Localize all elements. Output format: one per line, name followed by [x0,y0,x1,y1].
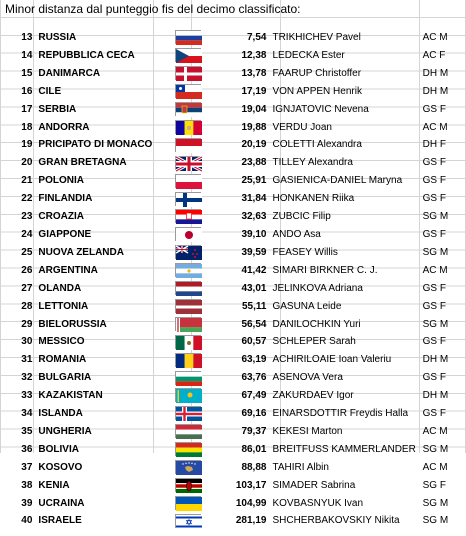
country-cell[interactable]: CILE [38,85,62,97]
category-cell[interactable]: GS F [422,300,446,312]
country-cell[interactable]: GRAN BRETAGNA [38,157,127,169]
table-row [0,190,466,208]
points-cell[interactable]: 88,88 [241,461,267,473]
flag-cell[interactable] [167,190,208,208]
points-cell[interactable]: 41,42 [241,264,267,276]
points-cell[interactable]: 67,49 [241,390,267,402]
rank-cell[interactable]: 27 [21,282,33,294]
athlete-name-cell[interactable]: LEDECKA Ester [272,49,345,61]
rank-cell[interactable]: 16 [21,85,33,97]
rank-cell[interactable]: 19 [21,139,33,151]
flag-cell[interactable] [167,333,208,351]
rank-cell[interactable]: 23 [21,211,33,223]
country-cell[interactable]: RUSSIA [38,32,77,43]
athlete-name-cell[interactable]: SCHLEPER Sarah [272,336,356,348]
belarus-flag-icon [175,317,201,331]
bolivia-flag-icon [175,442,201,456]
athlete-name-cell[interactable]: SIMARI BIRKNER C. J. [272,264,378,276]
athlete-name-cell[interactable]: TRIKHICHEV Pavel [272,32,361,43]
table-row [0,441,466,459]
sheet-title: Minor distanza dal punteggio fis del decimo classificato: [0,0,466,18]
points-cell[interactable]: 63,76 [241,372,267,384]
rank-cell[interactable]: 18 [21,121,33,133]
table-row [0,101,466,119]
flag-cell[interactable] [167,298,208,316]
uk-flag-icon [175,156,201,170]
rank-cell[interactable]: 31 [21,354,33,366]
country-cell[interactable]: FINLANDIA [38,193,93,205]
country-cell[interactable]: UNGHERIA [38,425,92,437]
rank-cell[interactable]: 37 [21,461,33,473]
table-row [0,65,466,83]
flag-cell[interactable] [167,262,208,280]
category-cell[interactable]: SG F [422,479,446,491]
category-cell[interactable]: AC M [422,461,448,473]
flag-cell[interactable] [167,280,208,298]
points-cell[interactable]: 55,11 [241,300,267,312]
flag-cell[interactable] [167,512,208,530]
rank-cell[interactable]: 28 [21,300,33,312]
rank-cell[interactable]: 35 [21,425,33,437]
country-cell[interactable]: GIAPPONE [38,228,92,240]
denmark-flag-icon [175,66,201,80]
athlete-name-cell[interactable]: ACHIRILOAIE Ioan Valeriu [272,354,392,366]
country-cell[interactable]: KAZAKISTAN [38,390,103,402]
points-cell[interactable]: 32,63 [241,211,267,223]
czech-flag-icon [175,48,201,62]
points-cell[interactable]: 39,10 [241,228,267,240]
flag-cell[interactable] [167,136,208,154]
points-cell[interactable]: 7,54 [247,32,267,43]
country-cell[interactable]: OLANDA [38,282,82,294]
rank-cell[interactable]: 25 [21,246,33,258]
flag-cell[interactable] [167,351,208,369]
athlete-name-cell[interactable]: HONKANEN Riika [272,193,355,205]
rank-cell[interactable]: 13 [21,32,33,43]
poland-flag-icon [175,174,201,188]
rank-cell[interactable]: 34 [21,408,33,420]
country-cell[interactable]: BULGARIA [38,372,92,384]
category-cell[interactable]: GS F [422,193,446,205]
table-row [0,298,466,316]
flag-cell[interactable] [167,495,208,513]
rank-cell[interactable]: 30 [21,336,33,348]
netherlands-flag-icon [175,281,201,295]
category-cell[interactable]: GS F [422,372,446,384]
country-cell[interactable]: ISLANDA [38,408,83,420]
rank-cell[interactable]: 22 [21,193,33,205]
athlete-name-cell[interactable]: SIMADER Sabrina [272,479,356,491]
category-cell[interactable]: SG M [422,515,449,527]
athlete-name-cell[interactable]: BREITFUSS KAMMERLANDER [272,443,416,455]
points-cell[interactable]: 43,01 [241,282,267,294]
country-cell[interactable]: ROMANIA [38,354,87,366]
category-cell[interactable]: GS F [422,157,446,169]
category-cell[interactable]: AC M [422,121,448,133]
category-cell[interactable]: SG M [422,497,449,509]
points-cell[interactable]: 56,54 [241,318,267,330]
athlete-name-cell[interactable]: FAARUP Christoffer [272,67,362,79]
points-cell[interactable]: 31,84 [241,193,267,205]
category-cell[interactable]: GS F [422,282,446,294]
category-cell[interactable]: SG M [422,443,449,455]
new-zealand-flag-icon [175,245,201,259]
category-cell[interactable]: AC M [422,32,448,43]
category-cell[interactable]: SG M [422,211,449,223]
points-cell[interactable]: 69,16 [241,408,267,420]
flag-cell[interactable] [167,154,208,172]
kosovo-flag-icon [175,460,201,474]
israel-flag-icon [175,514,201,528]
category-cell[interactable]: GS F [422,228,446,240]
category-cell[interactable]: AC F [422,49,446,61]
category-cell[interactable]: GS F [422,336,446,348]
points-cell[interactable]: 19,88 [241,121,267,133]
bulgaria-flag-icon [175,371,201,385]
category-cell[interactable]: AC M [422,264,448,276]
andorra-flag-icon [175,120,201,134]
flag-cell[interactable] [167,244,208,262]
table-row [0,333,466,351]
category-cell[interactable]: GS F [422,103,446,115]
athlete-name-cell[interactable]: VERDU Joan [272,121,332,133]
table-row [0,119,466,137]
argentina-flag-icon [175,263,201,277]
athlete-name-cell[interactable]: EINARSDOTTIR Freydis Halla [272,408,409,420]
points-cell[interactable]: 13,78 [241,67,267,79]
monaco-flag-icon [175,138,201,152]
country-cell[interactable]: KOSOVO [38,461,83,473]
category-cell[interactable]: DH M [422,390,449,402]
points-cell[interactable]: 79,37 [241,425,267,437]
flag-cell[interactable] [167,387,208,405]
points-cell[interactable]: 12,38 [241,49,267,61]
athlete-name-cell[interactable]: TILLEY Alexandra [272,157,353,169]
table-row [0,316,466,334]
country-cell[interactable]: NUOVA ZELANDA [38,246,124,258]
flag-cell[interactable] [167,423,208,441]
rank-cell[interactable]: 36 [21,443,33,455]
latvia-flag-icon [175,299,201,313]
flag-cell[interactable] [167,208,208,226]
croatia-flag-icon [175,209,201,223]
points-cell[interactable]: 23,88 [241,157,267,169]
category-cell[interactable]: DH M [422,67,449,79]
points-cell[interactable]: 103,17 [235,479,267,491]
points-cell[interactable]: 39,59 [241,246,267,258]
rank-cell[interactable]: 21 [21,175,33,187]
athlete-name-cell[interactable]: JELINKOVA Adriana [272,282,363,294]
romania-flag-icon [175,353,201,367]
athlete-name-cell[interactable]: SHCHERBAKOVSKIY Nikita [272,515,400,527]
category-cell[interactable]: SG M [422,246,449,258]
rank-cell[interactable]: 38 [21,479,33,491]
points-cell[interactable]: 19,04 [241,103,267,115]
country-cell[interactable]: CROAZIA [38,211,84,223]
flag-cell[interactable] [167,29,208,47]
category-cell[interactable]: DH M [422,85,449,97]
table-row [0,351,466,369]
country-cell[interactable]: MESSICO [38,336,85,348]
points-cell[interactable]: 60,57 [241,336,267,348]
points-cell[interactable]: 17,19 [241,85,267,97]
kazakhstan-flag-icon [175,388,201,402]
athlete-name-cell[interactable]: ZAKURDAEV Igor [272,390,354,402]
flag-cell[interactable] [167,459,208,477]
rank-cell[interactable]: 33 [21,390,33,402]
country-cell[interactable]: DANIMARCA [38,67,101,79]
table-row [0,136,466,154]
country-cell[interactable]: UCRAINA [38,497,85,509]
country-cell[interactable]: LETTONIA [38,300,89,312]
country-cell[interactable]: PRICIPATO DI MONACO [38,139,153,151]
points-cell[interactable]: 25,91 [241,175,267,187]
hungary-flag-icon [175,424,201,438]
flag-cell[interactable] [167,405,208,423]
table-row [0,244,466,262]
country-cell[interactable]: BOLIVIA [38,443,79,455]
flag-cell[interactable] [167,119,208,137]
japan-flag-icon [175,227,201,241]
table-row [0,369,466,387]
athlete-name-cell[interactable]: ASENOVA Vera [272,372,343,384]
athlete-name-cell[interactable]: FEASEY Willis [272,246,338,258]
athlete-name-cell[interactable]: ANDO Asa [272,228,321,240]
table-row [0,208,466,226]
country-cell[interactable]: SERBIA [38,103,77,115]
country-cell[interactable]: ARGENTINA [38,264,98,276]
serbia-flag-icon [175,102,201,116]
flag-cell[interactable] [167,83,208,101]
athlete-name-cell[interactable]: IGNJATOVIC Nevena [272,103,369,115]
athlete-name-cell[interactable]: DANILOCHKIN Yuri [272,318,361,330]
points-cell[interactable]: 63,19 [241,354,267,366]
table-row [0,405,466,423]
table-row [0,262,466,280]
table-row [0,280,466,298]
points-cell[interactable]: 20,19 [241,139,267,151]
table-row [0,477,466,495]
athlete-name-cell[interactable]: KOVBASNYUK Ivan [272,497,364,509]
table-row [0,459,466,477]
flag-cell[interactable] [167,101,208,119]
country-cell[interactable]: BIELORUSSIA [38,318,107,330]
table-row [0,226,466,244]
athlete-name-cell[interactable]: COLETTI Alexandra [272,139,362,151]
flag-cell[interactable] [167,65,208,83]
category-cell[interactable]: GS F [422,408,446,420]
flag-cell[interactable] [167,369,208,387]
table-row [0,512,466,530]
flag-cell[interactable] [167,316,208,334]
points-cell[interactable]: 86,01 [241,443,267,455]
iceland-flag-icon [175,406,201,420]
ukraine-flag-icon [175,496,201,510]
table-row [0,154,466,172]
rank-cell[interactable]: 32 [21,372,33,384]
rank-cell[interactable]: 15 [21,67,33,79]
athlete-name-cell[interactable]: VON APPEN Henrik [272,85,362,97]
russia-flag-icon [175,30,201,44]
table-row [0,423,466,441]
flag-cell[interactable] [167,47,208,65]
country-cell[interactable]: ISRAELE [38,515,82,527]
finland-flag-icon [175,192,201,206]
flag-cell[interactable] [167,226,208,244]
athlete-name-cell[interactable]: ZUBCIC Filip [272,211,331,223]
rank-cell[interactable]: 24 [21,228,33,240]
country-cell[interactable]: KENIA [38,479,70,491]
athlete-name-cell[interactable]: KEKESI Marton [272,425,343,437]
points-cell[interactable]: 281,19 [235,515,267,527]
country-cell[interactable]: REPUBBLICA CECA [38,49,135,61]
flag-cell[interactable] [167,172,208,190]
country-cell[interactable]: ANDORRA [38,121,90,133]
category-cell[interactable]: DH F [422,139,446,151]
category-cell[interactable]: SG M [422,318,449,330]
category-cell[interactable]: AC M [422,425,448,437]
points-cell[interactable]: 104,99 [235,497,267,509]
athlete-name-cell[interactable]: GASIENICA-DANIEL Maryna [272,175,403,187]
table-row [0,47,466,65]
table-row [0,172,466,190]
athlete-name-cell[interactable]: TAHIRI Albin [272,461,329,473]
category-cell[interactable]: GS F [422,175,446,187]
flag-cell[interactable] [167,477,208,495]
table-row [0,29,466,47]
results-table [0,29,466,530]
rank-cell[interactable]: 26 [21,264,33,276]
rank-cell[interactable]: 20 [21,157,33,169]
athlete-name-cell[interactable]: GASUNA Leide [272,300,342,312]
rank-cell[interactable]: 17 [21,103,33,115]
mexico-flag-icon [175,335,201,349]
rank-cell[interactable]: 14 [21,49,33,61]
rank-cell[interactable]: 29 [21,318,33,330]
chile-flag-icon [175,84,201,98]
country-cell[interactable]: POLONIA [38,175,84,187]
rank-cell[interactable]: 39 [21,497,33,509]
kenya-flag-icon [175,478,201,492]
table-row [0,83,466,101]
rank-cell[interactable]: 40 [21,515,33,527]
table-row [0,387,466,405]
table-row [0,495,466,513]
flag-cell[interactable] [167,441,208,459]
category-cell[interactable]: DH M [422,354,449,366]
